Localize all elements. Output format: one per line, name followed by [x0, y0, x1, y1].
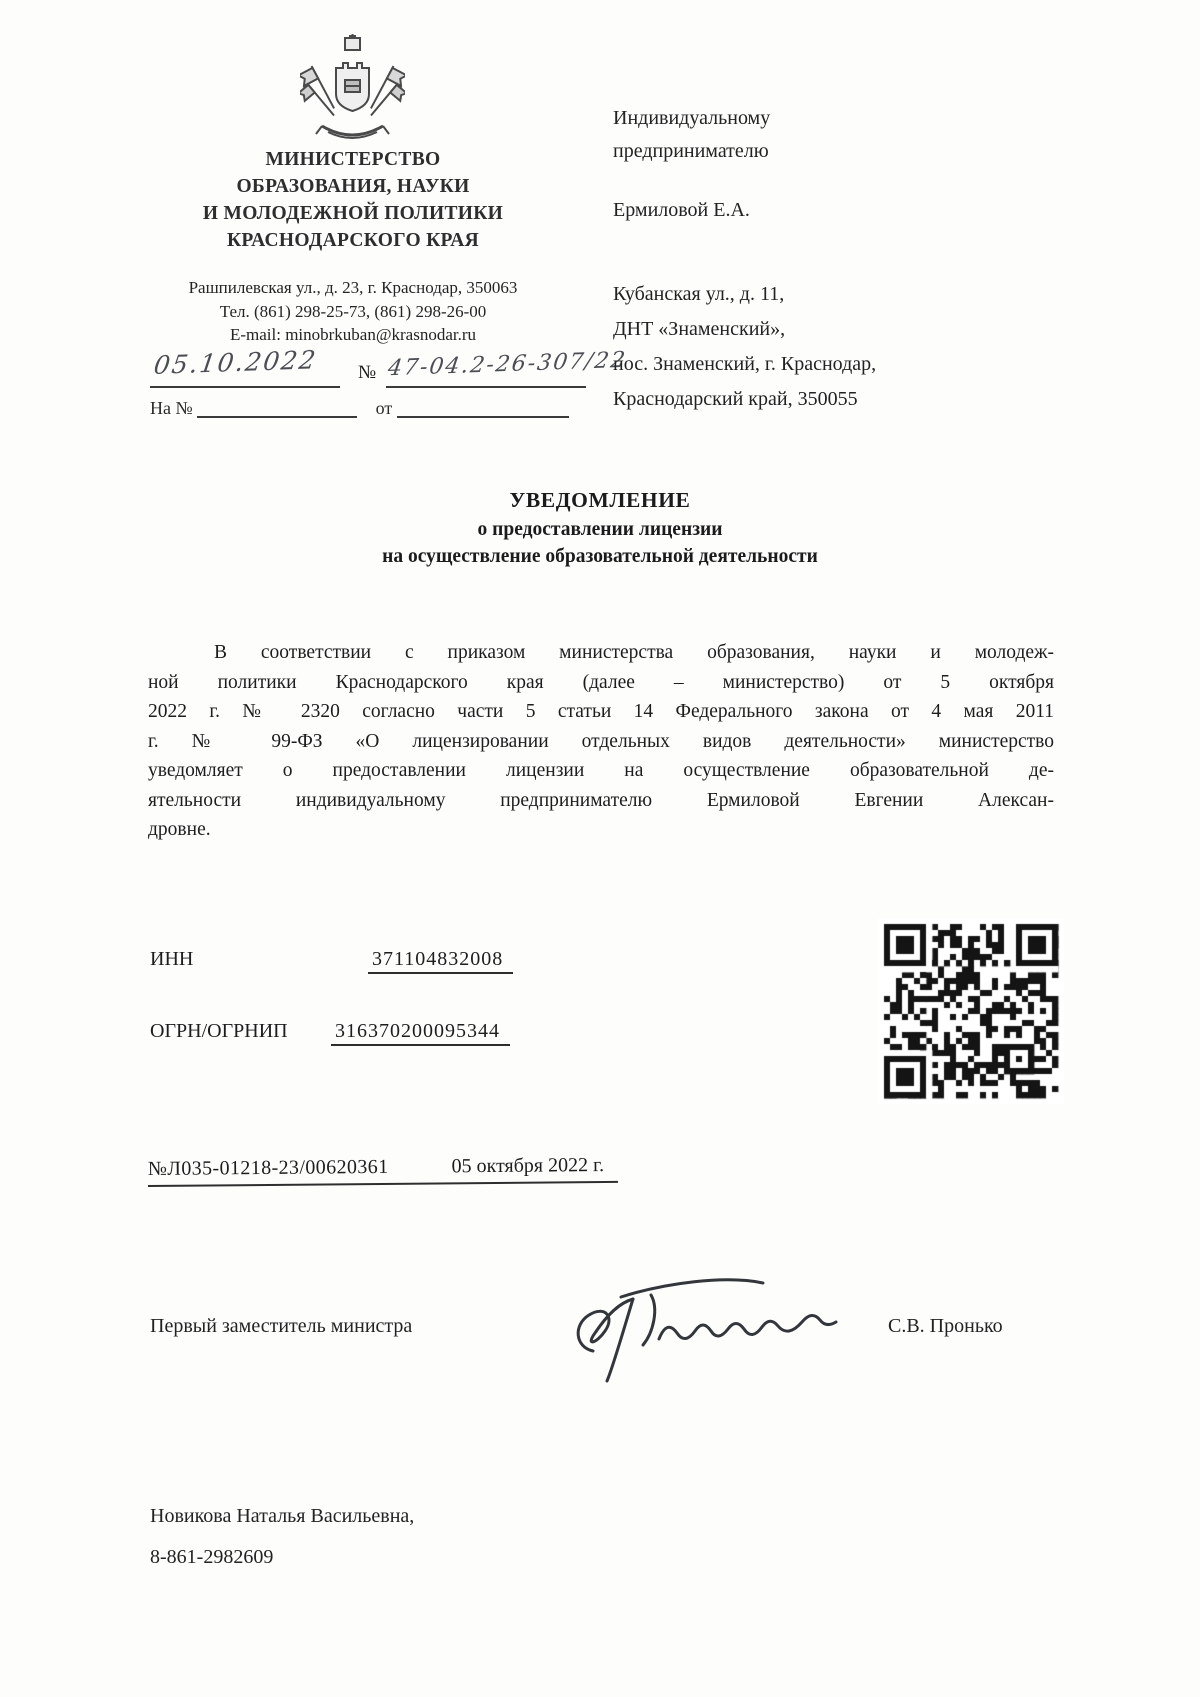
- recipient-type-line1: Индивидуальному: [613, 107, 771, 129]
- sender-email: E-mail: minobrkuban@krasnodar.ru: [229, 325, 477, 344]
- contact-block: [150, 1496, 414, 1578]
- license-number: №Л035-01218-23/00620361: [147, 1155, 389, 1181]
- incoming-date-blank: [397, 398, 569, 418]
- body-line: г. № 99-ФЗ «О лицензировании отдельных видов деятельности» министерство: [148, 730, 1054, 752]
- handwritten-number: 47-04.2-26-307/22: [386, 347, 629, 382]
- recipient-type-line2: предпринимателю: [613, 140, 769, 162]
- body-line: ной политики Краснодарского края (далее – министерство) от 5 октября: [148, 671, 1054, 693]
- ogrn-row: [150, 1020, 510, 1043]
- handwritten-signature: [555, 1255, 845, 1395]
- license-number-line: [148, 1154, 618, 1187]
- incoming-ref-line: [150, 398, 620, 419]
- recipient-address-line: пос. Знаменский, г. Краснодар,: [613, 353, 877, 375]
- ministry-name-line: И МОЛОДЕЖНОЙ ПОЛИТИКИ: [202, 203, 504, 224]
- recipient-address: [613, 277, 1053, 417]
- title-line3: на осуществление образовательной деятельности: [382, 546, 818, 567]
- body-line: ятельности индивидуальному предпринимателю Ермиловой Евгении Алексан-: [148, 789, 1054, 811]
- contact-phone: 8-861-2982609: [150, 1546, 274, 1568]
- ministry-name-line: ОБРАЗОВАНИЯ, НАУКИ: [236, 176, 470, 197]
- ot-label: от: [375, 398, 393, 418]
- body-paragraph: [148, 638, 1054, 845]
- ministry-name-line: МИНИСТЕРСТВО: [265, 149, 441, 170]
- body-line: В соответствии с приказом министерства образования, науки и молодеж-: [214, 642, 1054, 663]
- sender-address-block: [128, 276, 578, 347]
- body-line: уведомляет о предоставлении лицензии на осуществление образовательной де-: [148, 760, 1054, 781]
- handwritten-date: 05.10.2022: [152, 345, 320, 380]
- ministry-name-line: КРАСНОДАРСКОГО КРАЯ: [226, 230, 480, 251]
- recipient-block: [613, 102, 1053, 417]
- recipient-address-line: Краснодарский край, 350055: [613, 388, 858, 410]
- outgoing-date-field: [150, 345, 340, 388]
- krasnodar-krai-coat-of-arms-icon: [300, 34, 405, 146]
- signer-name: С.В. Пронько: [888, 1315, 1003, 1337]
- ministry-name: [128, 146, 578, 254]
- na-no-label: На №: [150, 398, 193, 418]
- title-line1: УВЕДОМЛЕНИЕ: [509, 488, 691, 512]
- title-line2: о предоставлении лицензии: [477, 519, 723, 540]
- signature-row: [0, 1255, 1200, 1405]
- recipient-name: Ермиловой Е.А.: [613, 199, 750, 221]
- document-title: [0, 488, 1200, 568]
- license-date: 05 октября 2022 г.: [451, 1154, 605, 1178]
- body-line: 2022 г. № 2320 согласно части 5 статьи 14 Федерального закона от 4 мая 2011: [148, 701, 1054, 722]
- outgoing-ref-line: [150, 345, 629, 398]
- ogrn-label: ОГРН/ОГРНИП: [150, 1020, 288, 1042]
- qr-code: [878, 918, 1064, 1104]
- outgoing-number-field: [386, 347, 629, 388]
- inn-label: ИНН: [150, 948, 194, 970]
- signer-position: Первый заместитель министра: [150, 1315, 413, 1337]
- recipient-address-line: ДНТ «Знаменский»,: [613, 318, 786, 340]
- number-sign: №: [358, 362, 377, 383]
- inn-value: 371104832008: [368, 948, 513, 974]
- sender-street: Рашпилевская ул., д. 23, г. Краснодар, 350063: [188, 278, 518, 297]
- ogrn-value: 316370200095344: [331, 1020, 510, 1046]
- inn-row: [150, 948, 513, 971]
- sender-phone: Тел. (861) 298-25-73, (861) 298-26-00: [219, 301, 487, 321]
- incoming-number-blank: [197, 398, 357, 418]
- contact-name: Новикова Наталья Васильевна,: [150, 1505, 415, 1527]
- body-line: дровне.: [148, 819, 211, 840]
- recipient-address-line: Кубанская ул., д. 11,: [613, 283, 785, 305]
